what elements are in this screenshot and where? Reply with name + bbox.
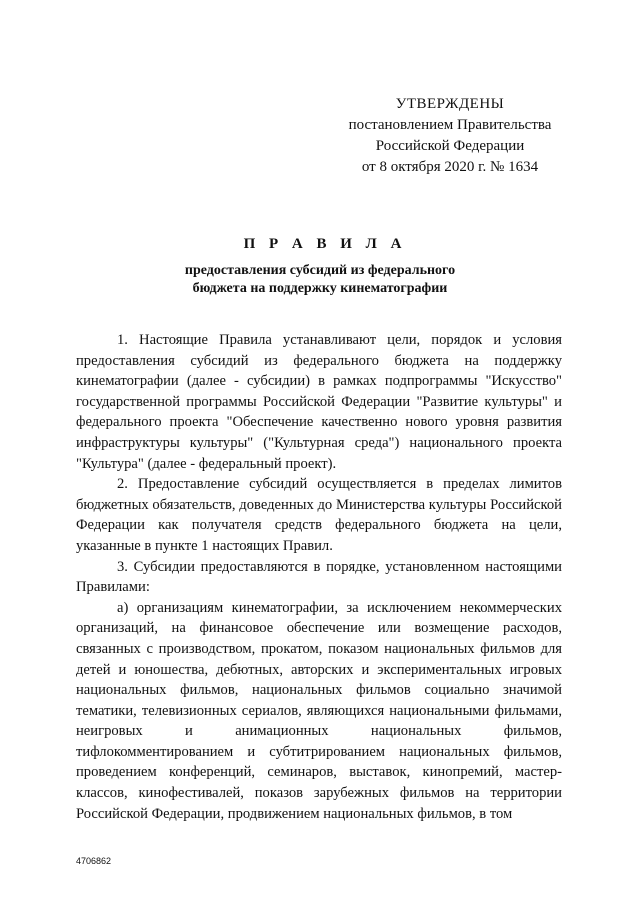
paragraph-3a: а) организациям кинематографии, за исключением некоммерческих организаций, на финансовое обеспечение или возмещение расходов, связанных с производством, прокатом, показом национальных фильмов для детей и юношества, дебютных, авторских и экспериментальных игровых национальных фильмов, национальных фильмов социально значимой тематики, телевизионных сериалов, являющихся национальными фильмами, неигровых и анимационных национальных фильмов, тифлокомментированием и субтитрированием национальных фильмов, проведением конференций, семинаров, выставок, кинопремий, мастер-классов, кинофестивалей, показов зарубежных фильмов на территории Российской Федерации, продвижением национальных фильмов, в том	[76, 599, 562, 822]
approval-block	[330, 94, 570, 178]
subtitle-line-1: предоставления субсидий из федерального	[184, 263, 456, 278]
document-id: 4706862	[76, 856, 112, 866]
document-subtitle	[0, 262, 640, 298]
approval-line-3: от 8 октября 2020 г. № 1634	[361, 159, 539, 175]
paragraph-2: 2. Предоставление субсидий осуществляется в пределах лимитов бюджетных обязательств, доведенных до Министерства культуры Российской Федерации как получателя средств федерального бюджета на цели, указанные в пункте 1 настоящих Правил.	[76, 476, 562, 554]
document-title: П Р А В И Л А	[243, 236, 407, 252]
approval-line-2: Российской Федерации	[375, 138, 525, 154]
document-body	[76, 330, 562, 824]
subtitle-line-2: бюджета на поддержку кинематографии	[192, 281, 448, 296]
approval-heading: УТВЕРЖДЕНЫ	[395, 96, 505, 112]
paragraph-1: 1. Настоящие Правила устанавливают цели, порядок и условия предоставления субсидий из федерального бюджета на поддержку кинематографии (далее - субсидии) в рамках подпрограммы "Искусство" государственной программы Российской Федерации "Развитие культуры" и федерального проекта "Обеспечение качественно нового уровня развития инфраструктуры культуры" ("Культурная среда") национального проекта "Культура" (далее - федеральный проект).	[76, 332, 562, 472]
paragraph-3: 3. Субсидии предоставляются в порядке, установленном настоящими Правилами:	[76, 558, 562, 596]
approval-line-1: постановлением Правительства	[348, 117, 552, 133]
